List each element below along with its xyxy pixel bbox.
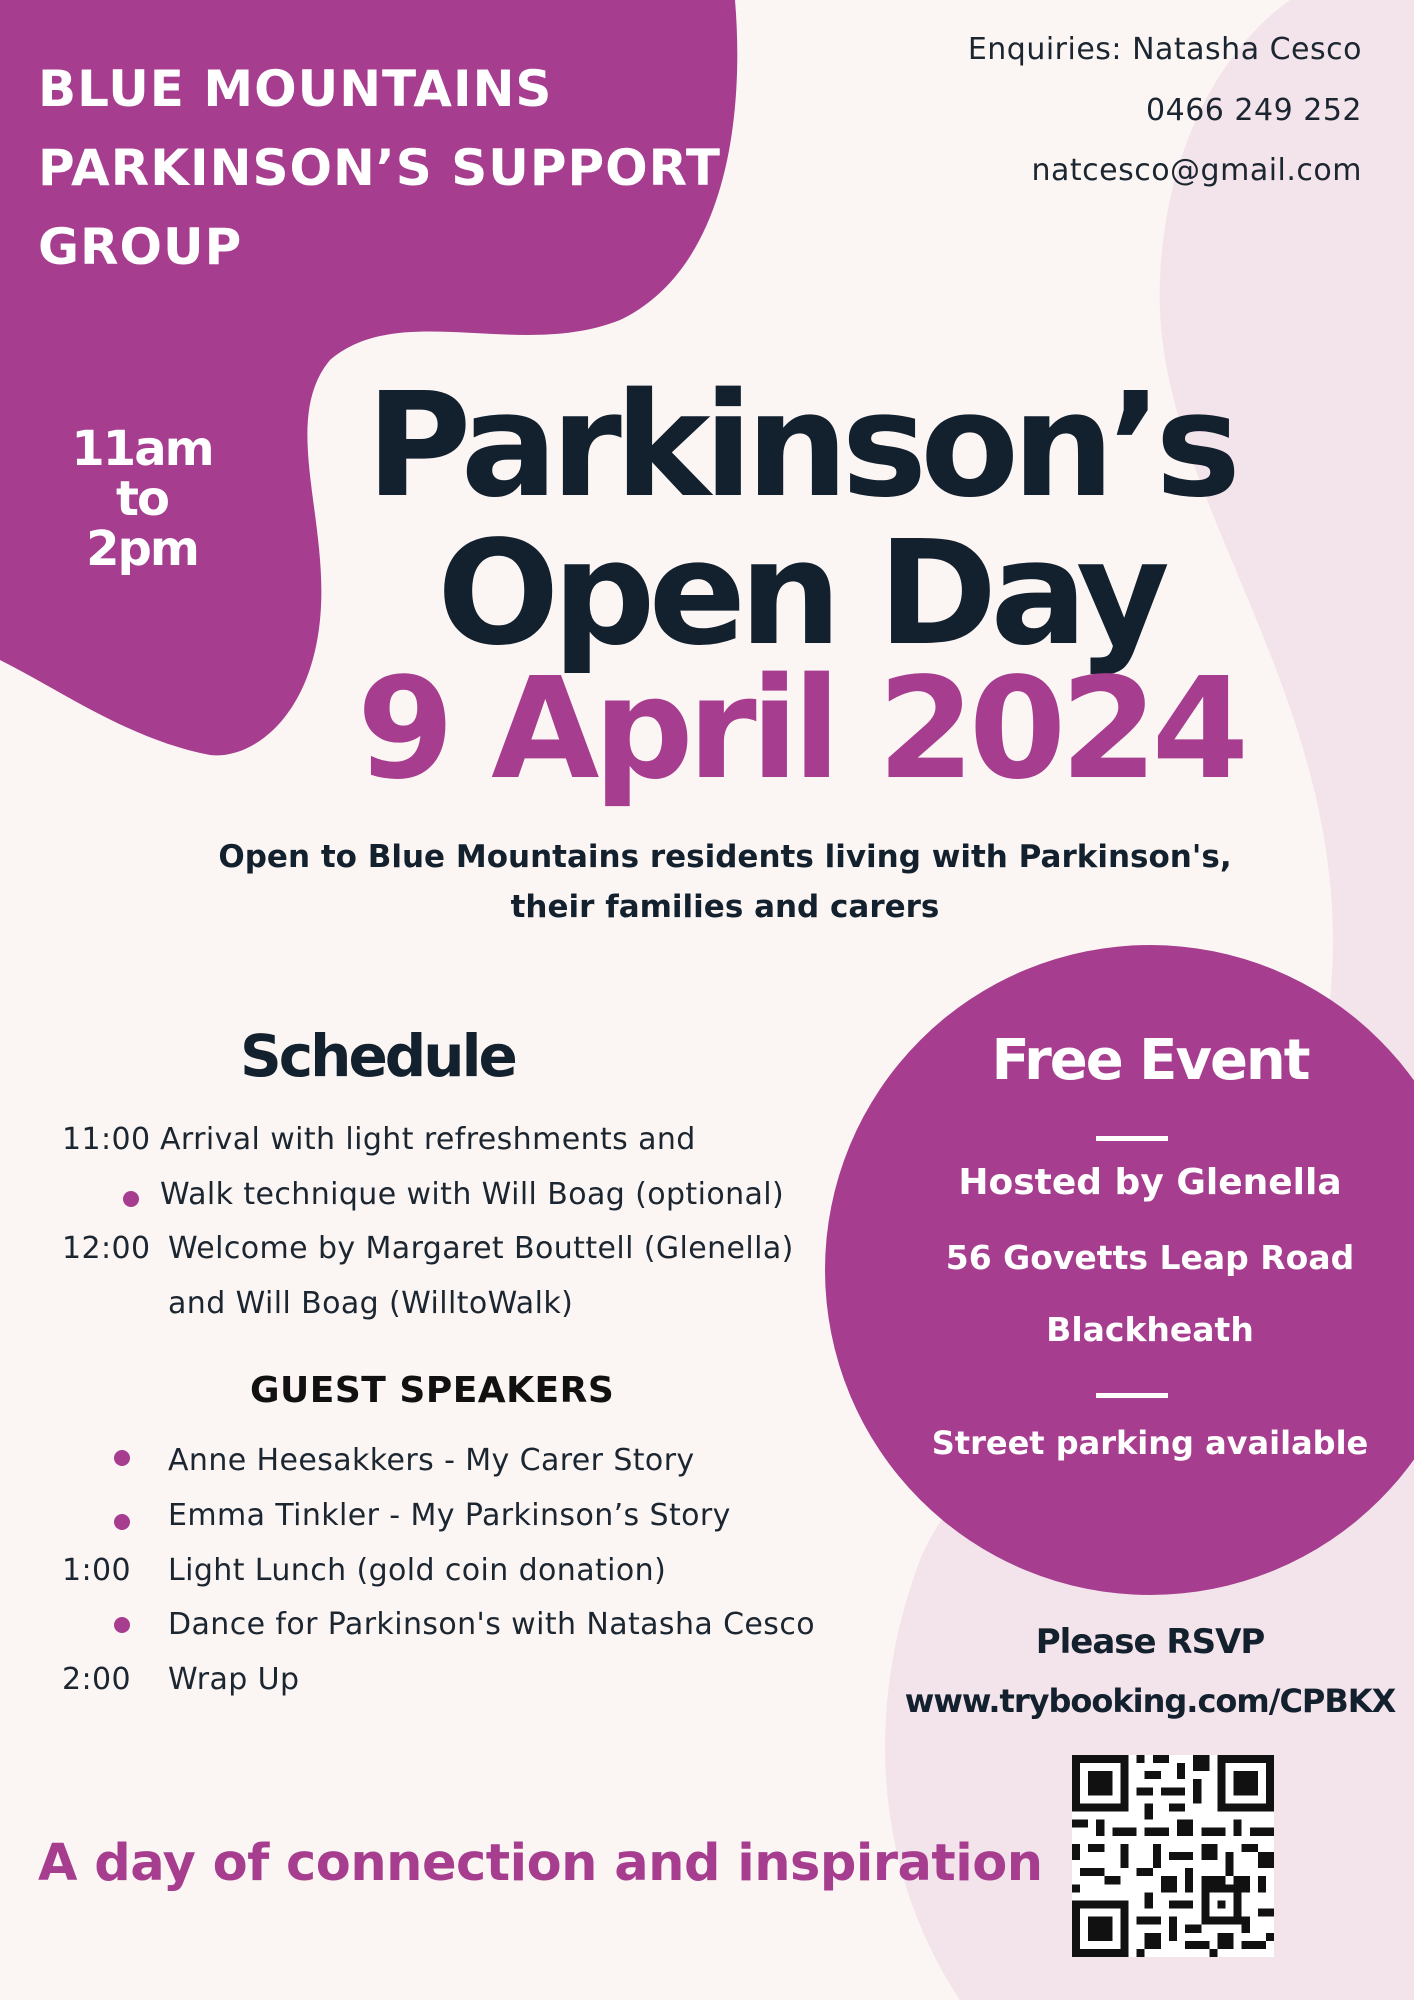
- time-to: to: [116, 471, 168, 527]
- group-title-line-3: GROUP: [38, 218, 243, 276]
- venue-suburb: Blackheath: [1046, 1310, 1254, 1349]
- event-date: 9 April 2024: [356, 648, 1244, 811]
- schedule-time-1100: 11:00: [62, 1122, 151, 1157]
- schedule-time-100: 1:00: [62, 1553, 131, 1588]
- time-start: 11am: [71, 421, 213, 477]
- parking-info: Street parking available: [931, 1424, 1369, 1462]
- schedule-time-200: 2:00: [62, 1662, 131, 1697]
- bullet-dot: [123, 1191, 139, 1207]
- event-time: [62, 421, 222, 577]
- group-title-line-1: BLUE MOUNTAINS: [38, 60, 553, 118]
- free-event-label: Free Event: [991, 1028, 1309, 1093]
- guest-speakers-heading: GUEST SPEAKERS: [250, 1370, 615, 1411]
- enquiries-contact: Enquiries: Natasha Cesco: [967, 32, 1362, 67]
- audience-line-1: Open to Blue Mountains residents living with Parkinson's,: [218, 839, 1232, 875]
- speaker-anne: Anne Heesakkers - My Carer Story: [168, 1443, 695, 1478]
- schedule-item-walk: Walk technique with Will Boag (optional): [160, 1177, 785, 1212]
- divider: [1096, 1136, 1168, 1141]
- group-title-line-2: PARKINSON’S SUPPORT: [38, 139, 721, 197]
- contact-email[interactable]: natcesco@gmail.com: [1031, 153, 1362, 188]
- schedule-item-lunch: Light Lunch (gold coin donation): [168, 1553, 667, 1588]
- venue-address: 56 Govetts Leap Road: [945, 1238, 1355, 1277]
- tagline: A day of connection and inspiration: [38, 1834, 1043, 1893]
- bullet-dot: [114, 1514, 130, 1530]
- time-end: 2pm: [86, 521, 198, 577]
- qr-code[interactable]: [1072, 1755, 1274, 1957]
- event-title-line-2: Open Day: [437, 509, 1163, 677]
- audience-line-2: their families and carers: [510, 889, 940, 925]
- schedule-item-wrap-up: Wrap Up: [168, 1662, 300, 1697]
- speaker-emma: Emma Tinkler - My Parkinson’s Story: [168, 1498, 731, 1533]
- schedule-item-dance: Dance for Parkinson's with Natasha Cesco: [168, 1607, 815, 1642]
- bullet-dot: [114, 1617, 130, 1633]
- schedule-time-1200: 12:00: [62, 1231, 151, 1266]
- event-title-line-1: Parkinson’s: [365, 361, 1235, 529]
- group-title: [38, 50, 738, 287]
- schedule-item-welcome-cont: and Will Boag (WilltoWalk): [168, 1286, 574, 1321]
- host-name: Hosted by Glenella: [958, 1162, 1342, 1203]
- contact-phone[interactable]: 0466 249 252: [1146, 93, 1362, 128]
- schedule-item-arrival: Arrival with light refreshments and: [160, 1122, 696, 1157]
- rsvp-label: Please RSVP: [1035, 1622, 1265, 1662]
- divider: [1096, 1393, 1168, 1398]
- schedule-heading: Schedule: [240, 1022, 515, 1090]
- bullet-dot: [114, 1450, 130, 1466]
- schedule-item-welcome: Welcome by Margaret Bouttell (Glenella): [168, 1231, 794, 1266]
- rsvp-link[interactable]: www.trybooking.com/CPBKX: [904, 1682, 1396, 1720]
